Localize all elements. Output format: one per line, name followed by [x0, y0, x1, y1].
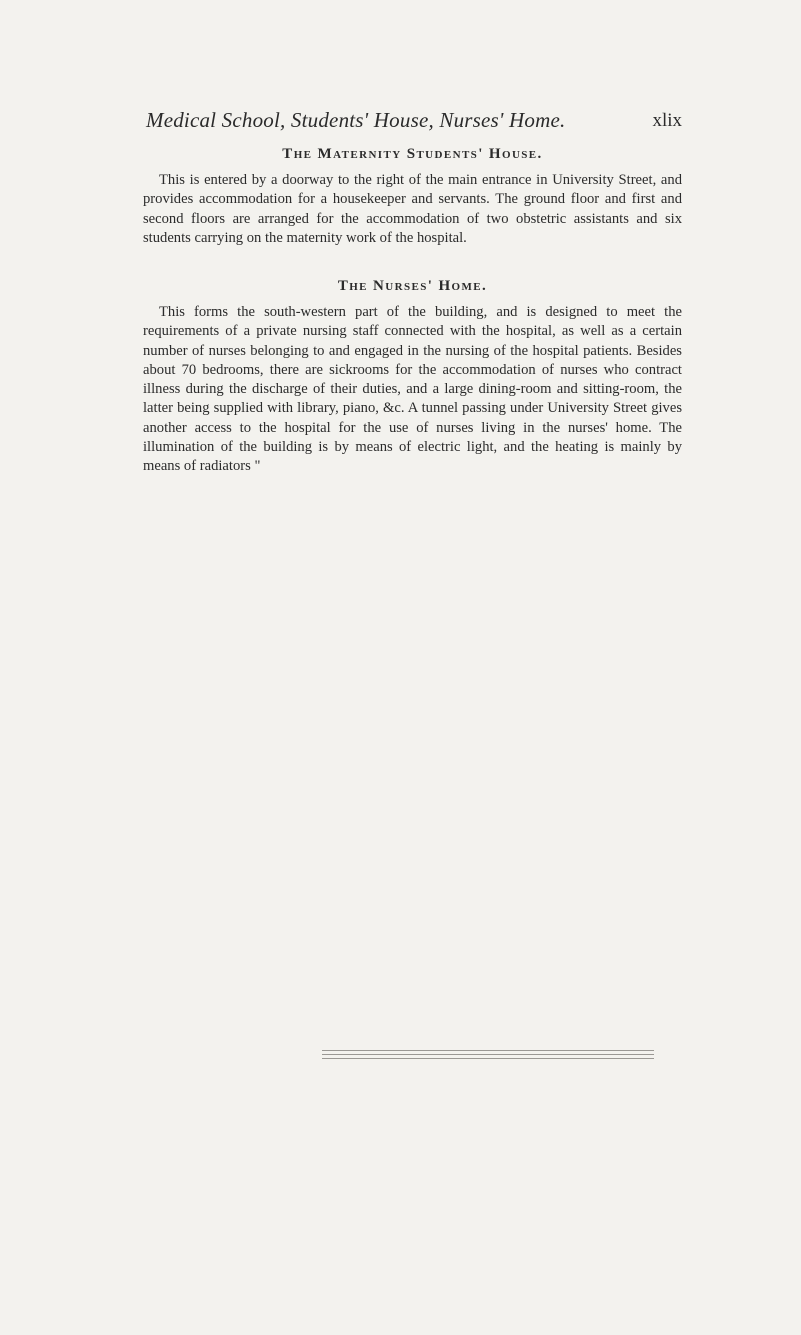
section-maternity-students-house [143, 146, 682, 248]
running-head [146, 108, 682, 136]
section-paragraph: This is entered by a doorway to the right of the main entrance in University Street, and provides accommodation for a housekeeper and servants. The ground floor and first and second floors are arranged for the accommodation of two obstetric assistants and six students carrying on the maternity work of the hospital. [143, 172, 682, 246]
page-number: xlix [652, 110, 682, 131]
rule-line [322, 1054, 654, 1055]
section-heading: The Nurses' Home. [337, 278, 488, 294]
rule-line [322, 1050, 654, 1051]
section-heading: The Maternity Students' House. [282, 146, 543, 162]
rule-line [322, 1058, 654, 1059]
section-nurses-home [143, 278, 682, 477]
running-title: Medical School, Students' House, Nurses' Home. [146, 108, 566, 132]
section-paragraph: This forms the south-western part of the building, and is designed to meet the requirements of a private nursing staff connected with the hospital, as well as a certain number of nurses belonging to and engaged in the nursing of the hospital patients. Besides about 70 bedrooms, there are sickrooms for the accommodation of nurses who contract illness during the discharge of their duties, and a large dining-room and sitting-room, the latter being supplied with library, piano, &c. A tunnel passing under University Street gives another access to the hospital for the use of nurses living in the nurses' home. The illumination of the building is by means of electric light, and the heating is mainly by means of radiators " [143, 304, 682, 475]
